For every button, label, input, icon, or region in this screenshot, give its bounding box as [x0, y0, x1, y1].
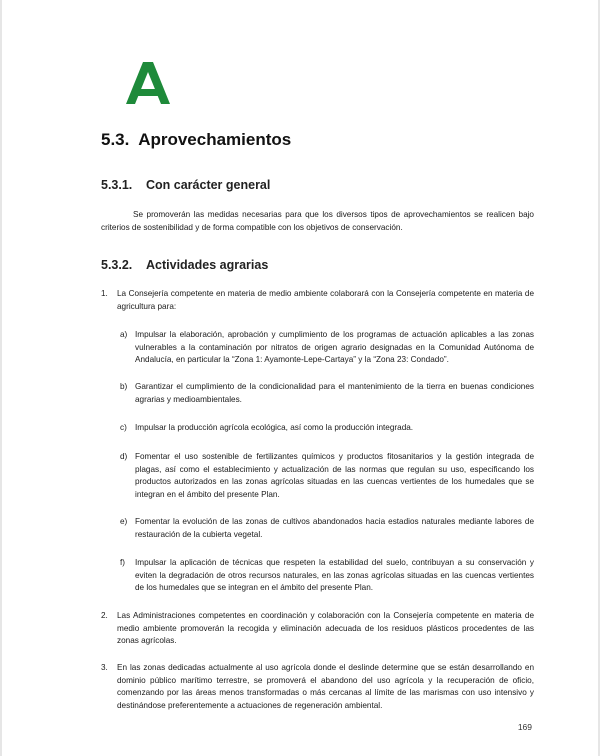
- subitem-label: e): [120, 517, 128, 526]
- list-item-text: La Consejería competente en materia de medio ambiente colaborará con la Consejería competente en materia de agricultura para:: [117, 289, 534, 311]
- list-item-number: 1.: [101, 289, 108, 298]
- general-paragraph: Se promoverán las medidas necesarias para que los diversos tipos de aprovechamientos se realicen bajo criterios de sostenibilidad y de forma compatible con los objetivos de conservación.: [101, 210, 534, 232]
- section-heading: [101, 130, 291, 150]
- junta-andalucia-logo-icon: [126, 62, 170, 104]
- subsection-title: Actividades agrarias: [146, 258, 269, 272]
- subitem-text: Impulsar la producción agrícola ecológica, así como la producción integrada.: [135, 423, 414, 432]
- subitem-label: a): [120, 330, 128, 339]
- subitem-text: Garantizar el cumplimiento de la condicionalidad para el mantenimiento de la tierra en buenas condiciones agrarias y medioambientales.: [135, 382, 534, 404]
- subitem-label: d): [120, 452, 128, 461]
- subsection-number: 5.3.1.: [101, 178, 133, 192]
- list-item-number: 2.: [101, 611, 108, 620]
- page-edge-left: [0, 0, 2, 756]
- subsection-title: Con carácter general: [146, 178, 271, 192]
- subitem-label: c): [120, 423, 127, 432]
- subitem-text: Fomentar el uso sostenible de fertilizantes químicos y productos fitosanitarios y la gestión integrada de plagas, así como el establecimiento y actualización de las normas que regulan su uso, especificando los productos autorizados en las zonas agrícolas situadas en las cuencas vertientes de los humedales que se integran en el ámbito del presente Plan.: [135, 452, 534, 500]
- subitem-text: Impulsar la elaboración, aprobación y cumplimiento de los programas de actuación aplicables a las zonas vulnerables a la contaminación por nitratos de origen agrario designadas en la Comunidad Autónoma de Andalucía, en particular la “Zona 1: Ayamonte-Lepe-Cartaya” y la “Zona 23: Condado”.: [135, 330, 534, 365]
- subitem-text: Fomentar la evolución de las zonas de cultivos abandonados hacia estadios naturales mediante labores de restauración de la cubierta vegetal.: [135, 517, 534, 539]
- section-title: Aprovechamientos: [138, 130, 292, 149]
- subitem-text: Impulsar la aplicación de técnicas que respeten la estabilidad del suelo, contribuyan a su conservación y eviten la degradación de otros recursos naturales, en las zonas agrícolas situadas en las cuencas vertientes de los humedales que se integran en el ámbito del presente Plan.: [135, 558, 534, 593]
- subsection-heading-2: [101, 258, 268, 272]
- subitem-label: b): [120, 382, 128, 391]
- section-number: 5.3.: [101, 130, 130, 149]
- subitem-label: f): [120, 558, 126, 567]
- list-item-text: En las zonas dedicadas actualmente al uso agrícola donde el deslinde determine que se están desarrollando en dominio público marítimo terrestre, se promoverá el abandono del uso agrícola y la recuperación de oficio, comenzando por las áreas menos transformadas o más cercanas al límite de las marismas con uso intensivo y destinándose preferentemente a actuaciones de regeneración ambiental.: [117, 663, 534, 711]
- subsection-heading-1: [101, 178, 270, 192]
- subsection-number: 5.3.2.: [101, 258, 133, 272]
- list-item-text: Las Administraciones competentes en coordinación y colaboración con la Consejería competente en materia de medio ambiente promoverán la recogida y eliminación adecuada de los residuos plásticos procedentes de las zonas agrícolas.: [117, 611, 534, 646]
- page-number: 169: [517, 722, 532, 732]
- list-item-number: 3.: [101, 663, 108, 672]
